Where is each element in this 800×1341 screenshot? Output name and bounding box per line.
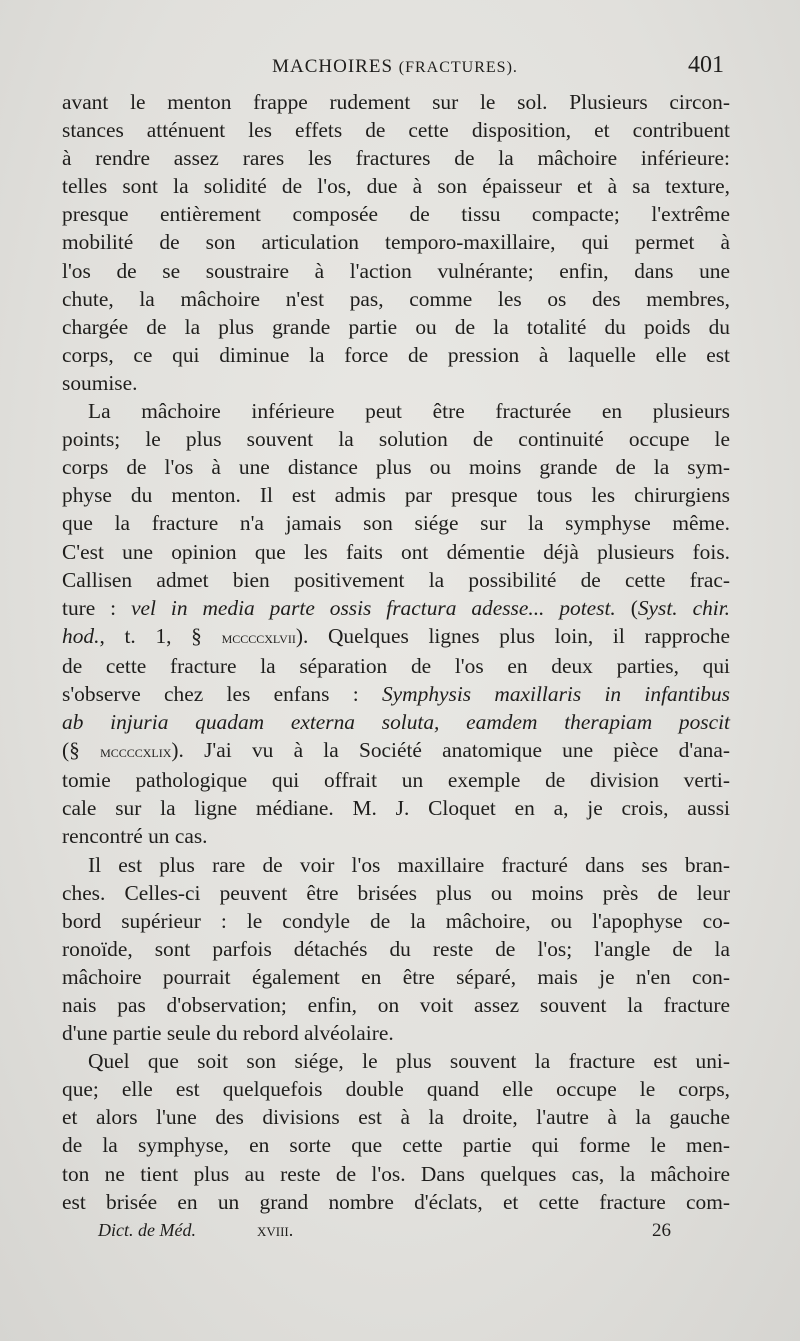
- text-line: stances atténuent les effets de cette disposition, et contribuent: [62, 118, 730, 143]
- text-line: points; le plus souvent la solution de continuité occupe le: [62, 427, 730, 452]
- text-run: ture :: [62, 595, 132, 620]
- footer-volume: xviii.: [257, 1220, 294, 1240]
- text-line: Il est plus rare de voir l'os maxillaire fracturé dans ses bran-: [88, 852, 730, 877]
- text-line: presque entièrement composée de tissu compacte; l'extrême: [62, 202, 730, 227]
- text-line: rencontré un cas.: [62, 824, 208, 849]
- text-line: que la fracture n'a jamais son siége sur la symphyse même.: [62, 511, 730, 536]
- text-line-reference: [62, 736, 730, 766]
- text-line: à rendre assez rares les fractures de la mâchoire inférieure:: [62, 146, 730, 171]
- text-line: telles sont la solidité de l'os, due à son épaisseur et à sa texture,: [62, 174, 730, 199]
- latin-quote: Symphysis maxillaris in infantibus: [381, 681, 731, 706]
- text-line-italic-quote: [62, 708, 730, 736]
- section-numeral: mccccxlix: [100, 742, 172, 762]
- footer-source: Dict. de Méd.: [98, 1220, 196, 1240]
- text-line: soumise.: [62, 370, 138, 395]
- text-line: ronoïde, sont parfois détachés du reste de l'os; l'angle de la: [62, 936, 730, 961]
- text-run: , t. 1, §: [99, 623, 222, 648]
- page-header: [60, 52, 730, 86]
- text-line: physe du menton. Il est admis par presque tous les chirurgiens: [62, 483, 730, 508]
- latin-quote: vel in media parte ossis fractura adesse... potest.: [131, 595, 616, 620]
- running-title-sub: (FRACTURES).: [398, 59, 518, 76]
- text-line: La mâchoire inférieure peut être fracturée en plusieurs: [88, 399, 730, 424]
- text-line: de la symphyse, en sorte que cette partie qui forme le men-: [62, 1133, 730, 1158]
- text-line: C'est une opinion que les faits ont démentie déjà plusieurs fois.: [62, 539, 730, 564]
- text-run: ). J'ai vu à la Société anatomique une pièce d'ana-: [171, 738, 730, 763]
- text-line: cale sur la ligne médiane. M. J. Cloquet en a, je crois, aussi: [62, 796, 730, 821]
- latin-quote: ab injuria quadam externa soluta, eamdem therapiam poscit: [62, 710, 730, 735]
- text-run: s'observe chez les enfans :: [62, 681, 382, 706]
- text-line: mâchoire pourrait également en être séparé, mais je n'en con-: [62, 964, 730, 989]
- page-number: 401: [688, 52, 724, 78]
- text-line: nais pas d'observation; enfin, on voit assez souvent la fracture: [62, 993, 730, 1017]
- text-line: que; elle est quelquefois double quand elle occupe le corps,: [62, 1077, 730, 1102]
- text-line: de cette fracture la séparation de l'os en deux parties, qui: [62, 653, 730, 678]
- text-line: bord supérieur : le condyle de la mâchoire, ou l'apophyse co-: [62, 908, 730, 933]
- text-line: et alors l'une des divisions est à la droite, l'autre à la gauche: [62, 1105, 730, 1130]
- text-line: chargée de la plus grande partie ou de la totalité du poids du: [62, 314, 730, 339]
- text-run: (§: [62, 738, 101, 763]
- text-line: ches. Celles-ci peuvent être brisées plus ou moins près de leur: [62, 880, 730, 905]
- text-line-reference: [62, 622, 730, 652]
- text-line: avant le menton frappe rudement sur le sol. Plusieurs circon-: [62, 90, 730, 114]
- text-line: tomie pathologique qui offrait un exemple de division verti-: [62, 768, 730, 793]
- text-line: ton ne tient plus au reste de l'os. Dans quelques cas, la mâchoire: [62, 1161, 730, 1186]
- text-line: est brisée en un grand nombre d'éclats, et cette fracture com-: [62, 1189, 730, 1214]
- text-line: Quel que soit son siége, le plus souvent la fracture est uni-: [88, 1049, 730, 1074]
- text-line: Callisen admet bien positivement la possibilité de cette frac-: [62, 567, 730, 592]
- running-title: [60, 56, 730, 78]
- text-line: l'os de se soustraire à l'action vulnérante; enfin, dans une: [62, 258, 730, 283]
- text-run: (: [615, 595, 638, 620]
- running-title-main: MACHOIRES: [272, 56, 394, 77]
- citation-title: Syst. chir.: [637, 595, 731, 620]
- text-line-italic-quote: [62, 680, 730, 708]
- text-run: ). Quelques lignes plus loin, il rapproche: [295, 623, 730, 648]
- body-text: [62, 88, 730, 1216]
- citation-title-cont: hod.: [62, 623, 100, 648]
- text-line: corps, ce qui diminue la force de pression à laquelle elle est: [62, 342, 730, 367]
- text-line-italic-quote: [62, 594, 730, 622]
- text-line: corps de l'os à une distance plus ou moins grande de la sym-: [62, 455, 730, 480]
- text-line: d'une partie seule du rebord alvéolaire.: [62, 1021, 394, 1046]
- signature-mark: 26: [652, 1220, 671, 1241]
- text-line: mobilité de son articulation temporo-maxillaire, qui permet à: [62, 230, 730, 255]
- section-numeral: mccccxlvii: [221, 627, 296, 647]
- page-footer: [62, 1220, 730, 1250]
- text-line: chute, la mâchoire n'est pas, comme les os des membres,: [62, 286, 730, 311]
